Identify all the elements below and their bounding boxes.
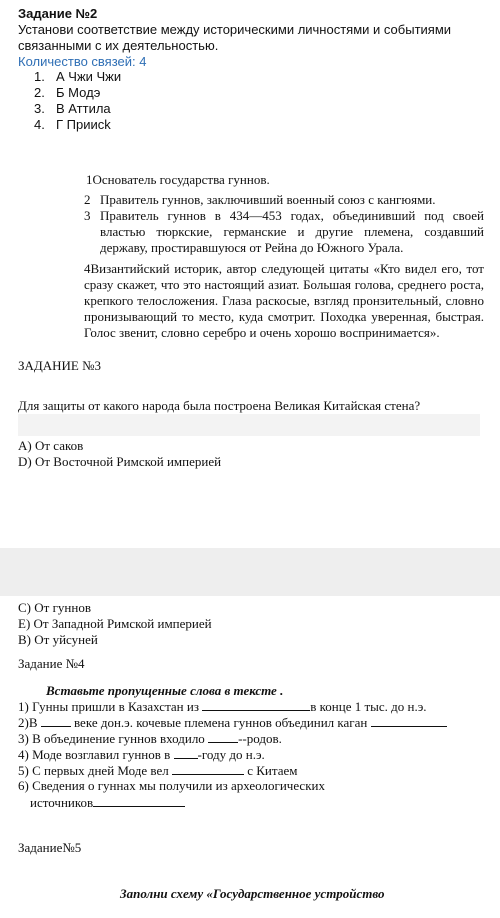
option-a: А) От саков — [18, 438, 84, 453]
fact-4: 4Византийский историк, автор следующей цитаты «Кто видел его, тот сразу скажет, что это настоящий азиат. Большая голова, среднего роста, крепкого телосложения. Глаза раскосые, взгляд пронзительный, словно пронизывающий то место, куда смотрит. Походка уверенная, быстрая. Голос звенит, словно серебро и очень хорошо воспринимается». — [84, 261, 484, 340]
blank-field[interactable] — [371, 714, 447, 727]
blank-field[interactable] — [172, 762, 244, 775]
fill-line-6: 6) Сведения о гуннах мы получили из археологических источников — [18, 778, 325, 810]
persons-list — [34, 69, 121, 133]
fill-line-5: 5) С первых дней Моде вел с Китаем — [18, 763, 298, 778]
task4-title: Задание №4 — [18, 656, 85, 671]
blank-field[interactable] — [202, 698, 310, 711]
task4-instruction: Вставьте пропущенные слова в тексте . — [46, 683, 284, 698]
fill-line-2: 2)В веке дон.э. кочевые племена гуннов объединил каган — [18, 714, 447, 731]
task3-question: Для защиты от какого народа была построена Великая Китайская стена? — [18, 398, 421, 413]
task2-instruction: Установи соответствие между историческими личностями и событиями связанными с их деятельностью. — [18, 22, 452, 53]
fact-2: 2 Правитель гуннов, заключивший военный союз с кангюями. — [84, 192, 436, 207]
task2-title: Задание №2 — [18, 6, 98, 21]
person-item: 4. Г Приисk — [34, 117, 111, 132]
fill-line-1: 1) Гунны пришли в Казахстан из в конце 1 тыс. до н.э. — [18, 699, 427, 714]
task5-title: Задание№5 — [18, 840, 82, 855]
fill-line-3: 3) В объединение гуннов входило --родов. — [18, 731, 282, 746]
option-b: В) От уйсуней — [18, 632, 98, 647]
fact-1: 1Основатель государства гуннов. — [86, 172, 270, 187]
blank-field[interactable] — [41, 714, 71, 727]
task2-links-count: Количество связей: 4 — [18, 54, 147, 69]
page-gap — [0, 548, 500, 596]
task5-instruction: Заполни схему «Государственное устройство — [120, 886, 385, 901]
option-c: С) От гуннов — [18, 600, 91, 615]
fact-3: 3 Правитель гуннов в 434—453 годах, объединивший под своей властью тюркские, германские и другие племена, создавший державу, простиравшуюся от Рейна до Южного Урала. — [84, 208, 484, 255]
option-d: D) От Восточной Римской империей — [18, 454, 222, 469]
task3-title: ЗАДАНИЕ №3 — [18, 358, 102, 373]
blank-field[interactable] — [208, 730, 238, 743]
fill-line-4: 4) Моде возглавил гуннов в -году до н.э. — [18, 747, 265, 762]
option-e: Е) От Западной Римской империей — [18, 616, 212, 631]
person-item: 3. В Аттила — [34, 101, 111, 116]
person-item: 1. А Чжи Чжи — [34, 69, 122, 84]
answer-field[interactable] — [18, 414, 480, 436]
person-item: 2. Б Модэ — [34, 85, 101, 100]
blank-field[interactable] — [174, 746, 198, 759]
blank-field[interactable] — [93, 794, 185, 807]
